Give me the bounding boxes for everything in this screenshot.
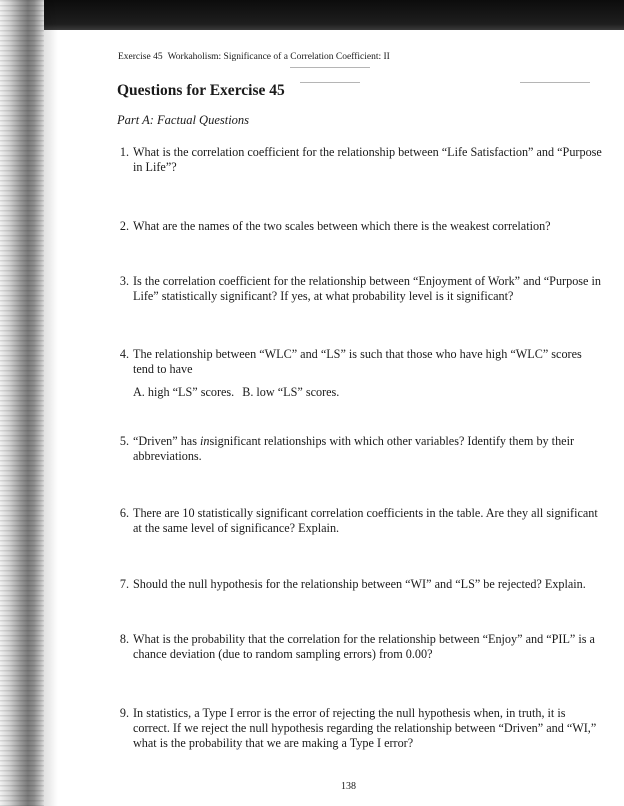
scan-top-shadow: [30, 0, 624, 30]
option-b: B. low “LS” scores.: [242, 385, 340, 399]
running-header: [118, 52, 390, 62]
question-number: 5.: [119, 434, 129, 448]
binding-shadow: [44, 0, 58, 806]
question-text: What is the correlation coefficient for the relationship between “Life Satisfaction” and “Purpose in Life”?: [133, 145, 602, 174]
question-text: What are the names of the two scales between which there is the weakest correlation?: [133, 219, 551, 233]
section-heading: Part A: Factual Questions: [117, 113, 250, 127]
page-number: 138: [341, 781, 356, 792]
question-number: 6.: [119, 506, 129, 520]
emphasis: in: [200, 434, 210, 448]
question-text: Is the correlation coefficient for the relationship between “Enjoyment of Work” and “Purpose in Life” statistically significant? If yes, at what probability level is it significant?: [133, 274, 601, 303]
question-text: The relationship between “WLC” and “LS” is such that those who have high “WLC” scores tend to have: [133, 347, 582, 376]
question-text: What is the probability that the correlation for the relationship between “Enjoy” and “PIL” is a chance deviation (due to random sampling errors) from 0.00?: [133, 632, 595, 661]
exercise-topic: Workaholism: Significance of a Correlation Coefficient: II: [167, 52, 390, 62]
question-2: [117, 219, 602, 234]
question-number: 1.: [119, 145, 129, 159]
question-6: [117, 506, 602, 536]
question-text: There are 10 statistically significant correlation coefficients in the table. Are they all significant at the same level of significance? Explain.: [133, 506, 598, 535]
question-number: 7.: [119, 577, 129, 591]
question-4: [117, 347, 602, 400]
question-8: [117, 632, 602, 662]
answer-options: [133, 385, 602, 400]
question-number: 3.: [119, 274, 129, 288]
question-7: [117, 577, 602, 592]
page-title: Questions for Exercise 45: [117, 82, 285, 99]
question-number: 9.: [119, 706, 129, 720]
scan-speck: [520, 82, 590, 83]
scan-speck: [300, 82, 360, 83]
exercise-label: Exercise 45: [118, 52, 163, 62]
question-9: [117, 706, 602, 751]
question-text: “Driven” has insignificant relationships with which other variables? Identify them by their abbreviations.: [133, 434, 575, 463]
scan-speck: [290, 67, 370, 68]
question-text: Should the null hypothesis for the relationship between “WI” and “LS” be rejected? Explain.: [133, 577, 586, 591]
question-3: [117, 274, 602, 304]
question-number: 8.: [119, 632, 129, 646]
question-5: [117, 434, 602, 464]
book-binding-edge: [0, 0, 44, 806]
question-number: 4.: [119, 347, 129, 361]
option-a: A. high “LS” scores.: [133, 385, 235, 399]
question-number: 2.: [119, 219, 129, 233]
question-1: [117, 145, 602, 175]
question-text: In statistics, a Type I error is the error of rejecting the null hypothesis when, in truth, it is correct. If we reject the null hypothesis regarding the relationship between “Driven” and “WI,” what is the probability that we are making a Type I error?: [133, 706, 597, 750]
